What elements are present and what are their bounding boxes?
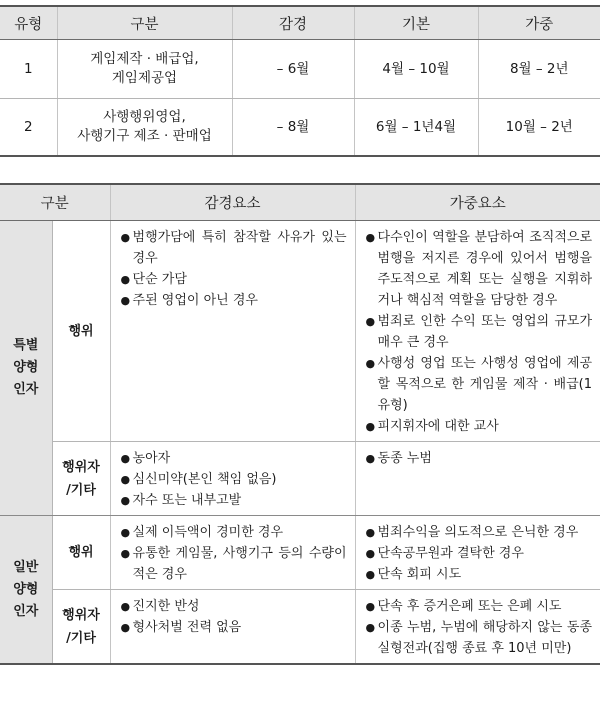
mitigating-factor-item [121, 490, 347, 511]
mitigating-cell [110, 221, 355, 442]
bullet-icon: ● [120, 526, 131, 539]
aggravating-factor-item [366, 564, 593, 585]
factor-row [0, 442, 600, 516]
group-special-factors: 특별 양형 인자 [0, 221, 52, 516]
category-line: 게임제작 · 배급업, [90, 51, 199, 67]
category-line: 게임제공업 [111, 70, 178, 86]
header-basic: 기본 [354, 6, 478, 40]
aggravating-cell [355, 221, 600, 442]
mitigating-factor-item [121, 543, 347, 585]
factor-text: 사행성 영업 또는 사행성 영업에 제공할 목적으로 한 게임물 제작 · 배급(1유형) [377, 356, 593, 413]
header-category: 구분 [57, 6, 232, 40]
mitigating-factor-item [121, 269, 347, 290]
factor-text: 다수인이 역할을 분담하여 조직적으로 범행을 저지른 경우에 있어서 범행을 주도적으로 계획 또는 실행을 지휘하거나 핵심적 역할을 담당한 경우 [377, 230, 593, 308]
factor-text: 자수 또는 내부고발 [132, 493, 242, 508]
bullet-icon: ● [120, 273, 131, 286]
category-cell [57, 40, 232, 99]
factor-text: 범죄수익을 의도적으로 은닉한 경우 [377, 525, 579, 540]
factor-text: 주된 영업이 아닌 경우 [132, 293, 258, 308]
group-general-factors: 일반 양형 인자 [0, 516, 52, 665]
aggravating-factor-item [366, 416, 593, 437]
aggravated-range-cell: 8월 – 2년 [478, 40, 600, 99]
factor-text: 피지휘자에 대한 교사 [377, 419, 499, 434]
row-label-actor-other: 행위자 /기타 [52, 590, 110, 665]
bullet-icon: ● [365, 420, 376, 433]
factor-text: 동종 누범 [377, 451, 432, 466]
factor-row [0, 516, 600, 590]
mitigating-factor-item [121, 617, 347, 638]
factor-text: 진지한 반성 [132, 599, 200, 614]
row-label-actor-other: 행위자 /기타 [52, 442, 110, 516]
aggravating-factor-item [366, 617, 593, 659]
category-cell [57, 99, 232, 157]
mitigating-cell [110, 516, 355, 590]
mitigating-factor-item [121, 227, 347, 269]
bullet-icon: ● [120, 231, 131, 244]
bullet-icon: ● [120, 547, 131, 560]
header-aggravated: 가중 [478, 6, 600, 40]
bullet-icon: ● [365, 452, 376, 465]
mitigating-factor-item [121, 469, 347, 490]
mitigating-factor-item [121, 290, 347, 311]
factor-text: 단속 회피 시도 [377, 567, 462, 582]
bullet-icon: ● [120, 294, 131, 307]
mitigating-factor-item [121, 596, 347, 617]
aggravating-cell [355, 516, 600, 590]
factor-row [0, 590, 600, 665]
factor-row [0, 221, 600, 442]
header-category: 구분 [0, 184, 110, 221]
factor-text: 실제 이득액이 경미한 경우 [132, 525, 284, 540]
basic-range-cell: 6월 – 1년4월 [354, 99, 478, 157]
factor-text: 단순 가담 [132, 272, 187, 287]
table-row [0, 99, 600, 157]
header-row [0, 184, 600, 221]
reduced-range-cell: – 8월 [232, 99, 354, 157]
bullet-icon: ● [365, 357, 376, 370]
bullet-icon: ● [120, 600, 131, 613]
bullet-icon: ● [365, 568, 376, 581]
bullet-icon: ● [365, 526, 376, 539]
mitigating-cell [110, 442, 355, 516]
header-row [0, 6, 600, 40]
header-aggravating: 가중요소 [355, 184, 600, 221]
table-row [0, 40, 600, 99]
aggravating-factor-item [366, 311, 593, 353]
header-mitigating: 감경요소 [110, 184, 355, 221]
aggravated-range-cell: 10월 – 2년 [478, 99, 600, 157]
row-label-act: 행위 [52, 221, 110, 442]
factor-text: 심신미약(본인 책임 없음) [132, 472, 277, 487]
aggravating-cell [355, 442, 600, 516]
mitigating-factor-item [121, 522, 347, 543]
mitigating-cell [110, 590, 355, 665]
factor-text: 단속 후 증거은폐 또는 은폐 시도 [377, 599, 562, 614]
aggravating-factor-item [366, 543, 593, 564]
bullet-icon: ● [365, 621, 376, 634]
header-reduced: 감경 [232, 6, 354, 40]
aggravating-cell [355, 590, 600, 665]
factor-text: 유통한 게임물, 사행기구 등의 수량이 적은 경우 [132, 546, 347, 582]
aggravating-factor-item [366, 448, 593, 469]
aggravating-factor-item [366, 227, 593, 311]
header-type: 유형 [0, 6, 57, 40]
mitigating-factor-item [121, 448, 347, 469]
sentencing-factors-table [0, 183, 600, 665]
factor-text: 범죄로 인한 수익 또는 영업의 규모가 매우 큰 경우 [377, 314, 593, 350]
basic-range-cell: 4월 – 10월 [354, 40, 478, 99]
factor-text: 범행가담에 특히 참작할 사유가 있는 경우 [132, 230, 347, 266]
sentencing-range-table [0, 5, 600, 157]
aggravating-factor-item [366, 353, 593, 416]
factor-text: 형사처벌 전력 없음 [132, 620, 242, 635]
bullet-icon: ● [120, 621, 131, 634]
aggravating-factor-item [366, 522, 593, 543]
category-line: 사행기구 제조 · 판매업 [77, 128, 212, 144]
bullet-icon: ● [365, 231, 376, 244]
factor-text: 이종 누범, 누범에 해당하지 않는 동종 실형전과(집행 종료 후 10년 미만) [377, 620, 593, 656]
bullet-icon: ● [365, 315, 376, 328]
type-cell: 2 [23, 118, 33, 135]
reduced-range-cell: – 6월 [232, 40, 354, 99]
aggravating-factor-item [366, 596, 593, 617]
bullet-icon: ● [365, 547, 376, 560]
factor-text: 단속공무원과 결탁한 경우 [377, 546, 524, 561]
type-cell: 1 [0, 40, 57, 99]
bullet-icon: ● [120, 452, 131, 465]
factor-text: 농아자 [132, 451, 171, 466]
bullet-icon: ● [120, 494, 131, 507]
bullet-icon: ● [120, 473, 131, 486]
category-line: 사행행위영업, [103, 109, 186, 125]
bullet-icon: ● [365, 600, 376, 613]
row-label-act: 행위 [52, 516, 110, 590]
